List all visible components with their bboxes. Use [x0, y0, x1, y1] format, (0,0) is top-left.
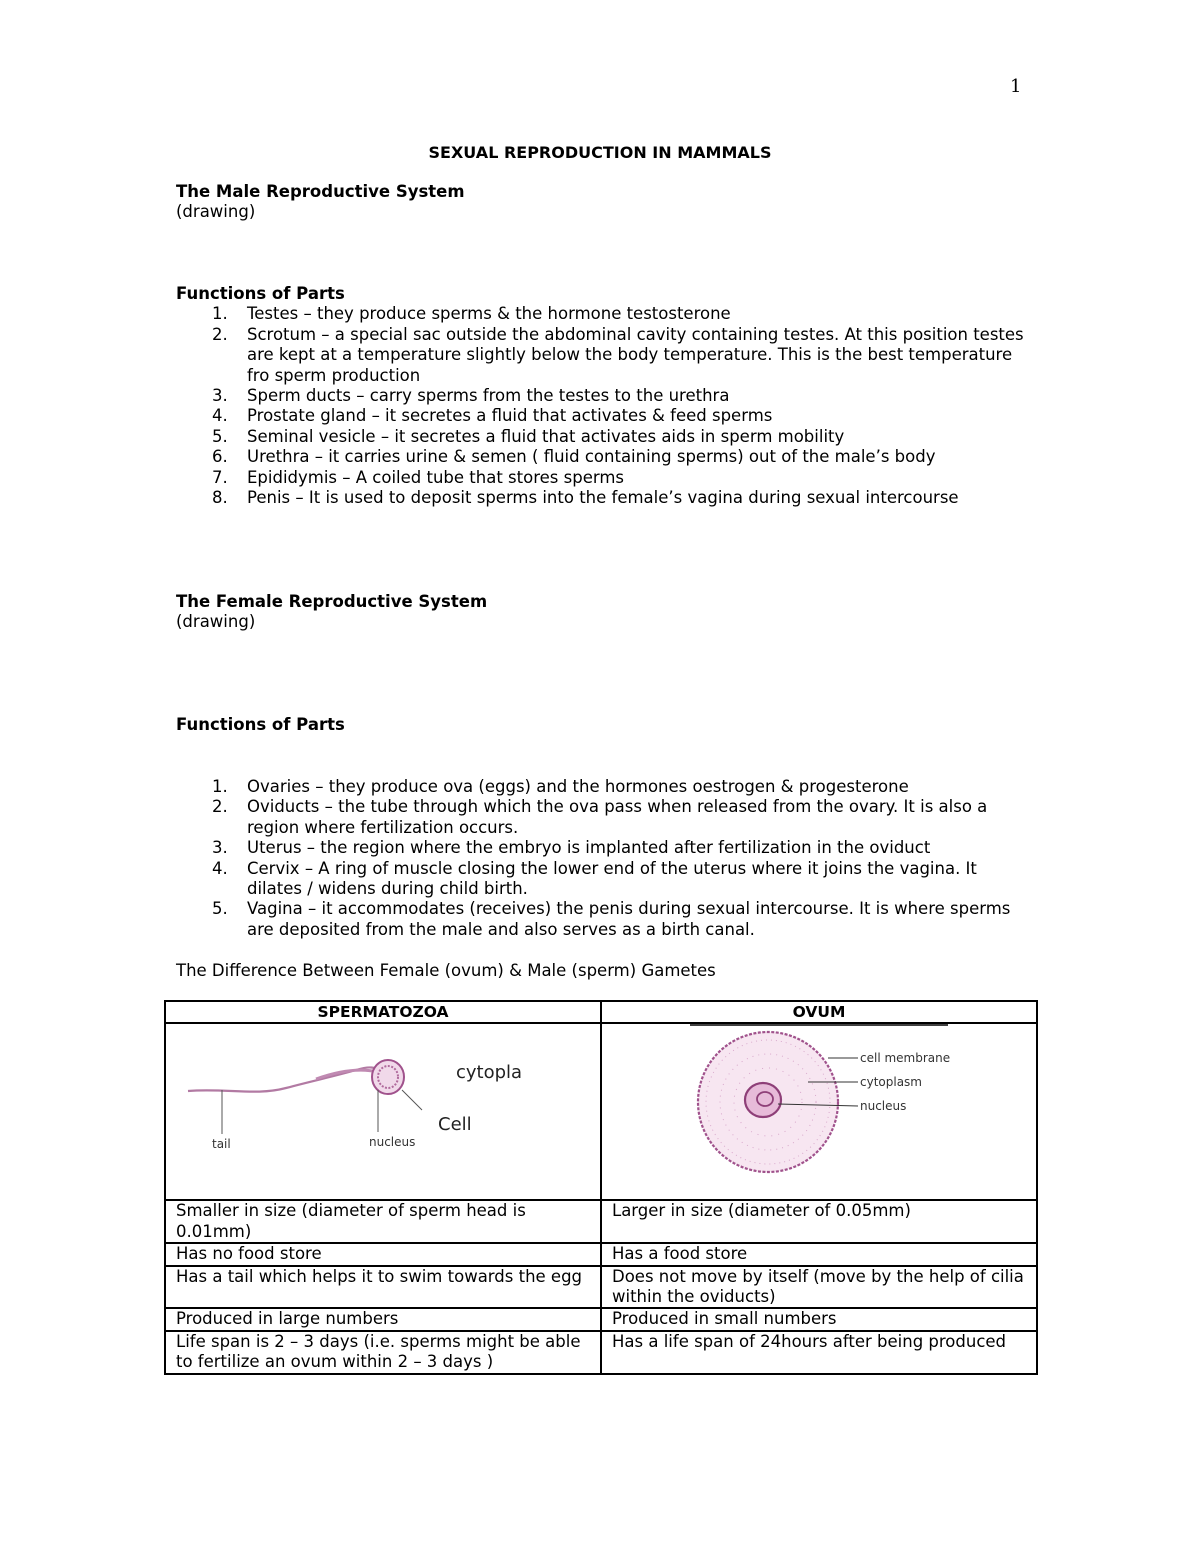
cell-pointer-line — [402, 1090, 422, 1110]
ovum-cell: Has a life span of 24hours after being produced — [601, 1331, 1037, 1374]
list-item: 1. Ovaries – they produce ova (eggs) and the hormones oestrogen & progesterone — [212, 777, 909, 796]
list-item: 2. Oviducts – the tube through which the ova pass when released from the ovary. It is also a region where fertilization occurs. — [212, 797, 988, 837]
female-drawing-note: (drawing) — [176, 612, 256, 632]
list-item: 4. Prostate gland – it secretes a fluid that activates & feed sperms — [212, 406, 773, 426]
sperm-cell: Has a tail which helps it to swim towards the egg — [165, 1266, 601, 1309]
list-item: 8. Penis – It is used to deposit sperms into the female’s vagina during sexual intercourse — [212, 488, 959, 508]
sperm-cell: Produced in large numbers — [165, 1308, 601, 1330]
table-row — [165, 1243, 1037, 1265]
ovum-figure-cell — [601, 1023, 1037, 1200]
gametes-caption: The Difference Between Female (ovum) & Male (sperm) Gametes — [176, 961, 716, 980]
list-item: 3. Uterus – the region where the embryo is implanted after fertilization in the oviduct — [212, 838, 931, 858]
female-functions-heading-block — [176, 715, 1036, 735]
label-nucleus: nucleus — [860, 1099, 907, 1113]
list-item: 5. Seminal vesicle – it secretes a fluid that activates aids in sperm mobility — [212, 426, 845, 446]
ovum-cell: Larger in size (diameter of 0.05mm) — [601, 1200, 1037, 1243]
male-drawing-note: (drawing) — [176, 202, 256, 222]
ovum-nucleus — [745, 1083, 781, 1117]
ovum-cell: Does not move by itself (move by the help of cilia within the oviducts) — [601, 1266, 1037, 1309]
female-functions-heading: Functions of Parts — [176, 715, 345, 734]
gametes-comparison-table — [164, 1000, 1038, 1375]
label-cytoplasm: cytopla — [456, 1062, 523, 1083]
female-functions-list — [176, 777, 1036, 940]
header-spermatozoa: SPERMATOZOA — [165, 1001, 601, 1023]
table-row — [165, 1200, 1037, 1243]
list-item: 7. Epididymis – A coiled tube that stores sperms — [212, 467, 625, 487]
list-item: 6. Urethra – it carries urine & semen ( fluid containing sperms) out of the male’s body — [212, 447, 936, 467]
table-row — [165, 1266, 1037, 1309]
label-tail: tail — [212, 1137, 231, 1151]
list-item: 4. Cervix – A ring of muscle closing the lower end of the uterus where it joins the vagina. It dilates / widens during child birth. — [212, 858, 977, 899]
list-item: 1. Testes – they produce sperms & the hormone testosterone — [212, 304, 731, 324]
label-cytoplasm: cytoplasm — [860, 1075, 922, 1089]
male-functions-section — [176, 284, 1036, 508]
list-item: 5. Vagina – it accommodates (receives) the penis during sexual intercourse. It is where sperms are deposited from the male and also serves as a birth canal. — [212, 899, 1011, 939]
header-ovum: OVUM — [601, 1001, 1037, 1023]
sperm-cell: Smaller in size (diameter of sperm head is 0.01mm) — [165, 1200, 601, 1243]
table-row — [165, 1308, 1037, 1330]
male-functions-list — [176, 304, 1036, 508]
sperm-diagram — [166, 1024, 600, 1194]
sperm-cell: Has no food store — [165, 1243, 601, 1265]
female-functions-section — [176, 777, 1036, 940]
ovum-cell: Produced in small numbers — [601, 1308, 1037, 1330]
page-number: 1 — [1010, 76, 1022, 97]
male-functions-heading: Functions of Parts — [176, 284, 345, 303]
sperm-cell: Life span is 2 – 3 days (i.e. sperms might be able to fertilize an ovum within 2 – 3 days ) — [165, 1331, 601, 1374]
figure-row — [165, 1023, 1037, 1200]
female-system-section — [176, 592, 1036, 633]
document-title: SEXUAL REPRODUCTION IN MAMMALS — [428, 143, 772, 162]
list-item: 2. Scrotum – a special sac outside the abdominal cavity containing testes. At this position testes are kept at a temperature slightly below the body temperature. This is the best temperature fro sperm production — [212, 324, 1024, 385]
ovum-diagram — [602, 1024, 1036, 1194]
female-system-heading: The Female Reproductive System — [176, 592, 488, 611]
table-header-row — [165, 1001, 1037, 1023]
male-system-heading: The Male Reproductive System — [176, 182, 465, 201]
label-cell: Cell — [438, 1114, 472, 1135]
list-item: 3. Sperm ducts – carry sperms from the testes to the urethra — [212, 386, 730, 406]
label-nucleus: nucleus — [369, 1135, 416, 1149]
table-row — [165, 1331, 1037, 1374]
ovum-cell: Has a food store — [601, 1243, 1037, 1265]
sperm-figure-cell — [165, 1023, 601, 1200]
label-cell-membrane: cell membrane — [860, 1051, 951, 1065]
male-system-section — [176, 182, 1036, 223]
